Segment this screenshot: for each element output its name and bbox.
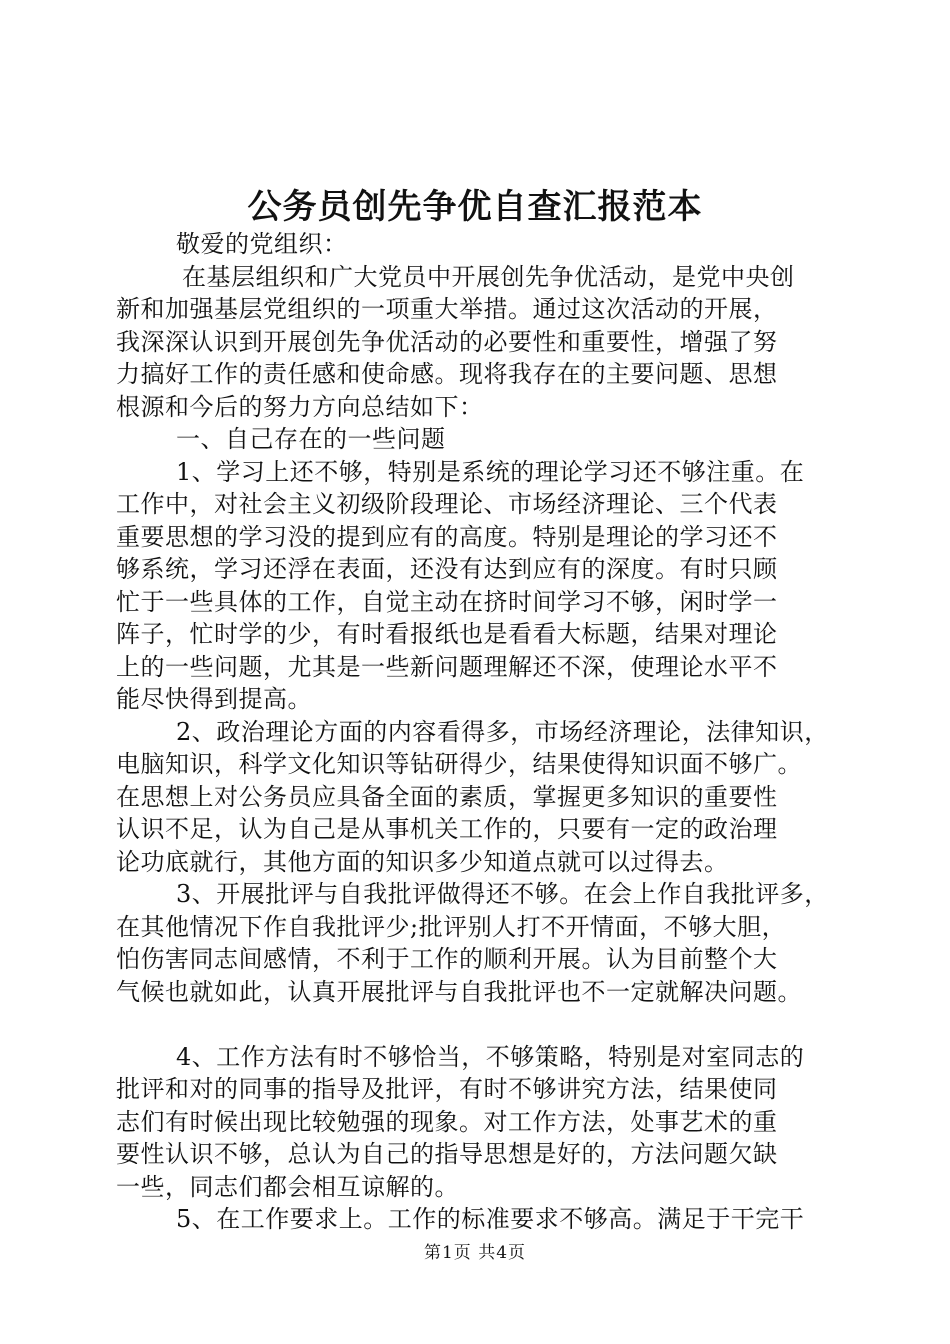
paragraph-line: 阵子，忙时学的少，有时看报纸也是看看大标题，结果对理论 [116, 620, 778, 648]
paragraph-line: 在其他情况下作自我批评少;批评别人打不开情面，不够大胆， [116, 912, 787, 941]
page-number: 第1页 共4页 [423, 1243, 527, 1263]
document-title: 公务员创先争优自查汇报范本 [247, 187, 703, 227]
paragraph-line: 力搞好工作的责任感和使命感。现将我存在的主要问题、思想 [116, 360, 778, 388]
salutation: 敬爱的党组织： [176, 230, 348, 258]
section-heading: 一、自己存在的一些问题 [176, 425, 446, 453]
paragraph-line: 工作中，对社会主义初级阶段理论、市场经济理论、三个代表 [116, 490, 778, 518]
blank-line [116, 1008, 836, 1041]
paragraph-line: 一些，同志们都会相互谅解的。 [116, 1172, 459, 1201]
paragraph-line: 气候也就如此，认真开展批评与自我批评也不一定就解决问题。 [116, 977, 802, 1006]
paragraph-line: 电脑知识，科学文化知识等钻研得少，结果使得知识面不够广。 [116, 750, 802, 778]
paragraph-line: 5、在工作要求上。工作的标准要求不够高。满足于干完干 [176, 1205, 805, 1233]
paragraph-line: 我深深认识到开展创先争优活动的必要性和重要性，增强了努 [116, 327, 778, 356]
paragraph-line: 新和加强基层党组织的一项重大举措。通过这次活动的开展， [116, 295, 778, 323]
paragraph-line: 怕伤害同志间感情，不利于工作的顺利开展。认为目前整个大 [116, 945, 778, 973]
paragraph-line: 在思想上对公务员应具备全面的素质，掌握更多知识的重要性 [116, 782, 778, 811]
paragraph-line: 认识不足，认为自己是从事机关工作的，只要有一定的政治理 [116, 815, 778, 843]
paragraph-line: 要性认识不够，总认为自己的指导思想是好的，方法问题欠缺 [116, 1140, 778, 1168]
paragraph-line: 3、开展批评与自我批评做得还不够。在会上作自我批评多， [176, 880, 829, 908]
paragraph-line: 论功底就行，其他方面的知识多少知道点就可以过得去。 [116, 847, 729, 876]
paragraph-line: 在基层组织和广大党员中开展创先争优活动，是党中央创 [182, 262, 795, 291]
paragraph-line: 2、政治理论方面的内容看得多，市场经济理论，法律知识， [176, 717, 829, 746]
paragraph-line: 忙于一些具体的工作，自觉主动在挤时间学习不够，闲时学一 [116, 587, 778, 616]
paragraph-line: 重要思想的学习没的提到应有的高度。特别是理论的学习还不 [116, 522, 778, 551]
paragraph-line: 1、学习上还不够，特别是系统的理论学习还不够注重。在 [176, 457, 805, 486]
paragraph-line: 够系统，学习还浮在表面，还没有达到应有的深度。有时只顾 [116, 555, 778, 583]
paragraph-line: 志们有时候出现比较勉强的现象。对工作方法，处事艺术的重 [116, 1107, 778, 1136]
paragraph-line: 根源和今后的努力方向总结如下： [116, 392, 484, 421]
paragraph-line: 能尽快得到提高。 [116, 685, 312, 713]
document-body [116, 228, 836, 1236]
paragraph-line: 4、工作方法有时不够恰当，不够策略，特别是对室同志的 [176, 1042, 805, 1071]
paragraph-line: 上的一些问题，尤其是一些新问题理解还不深，使理论水平不 [116, 652, 778, 681]
paragraph-line: 批评和对的同事的指导及批评，有时不够讲究方法，结果使同 [116, 1075, 778, 1103]
